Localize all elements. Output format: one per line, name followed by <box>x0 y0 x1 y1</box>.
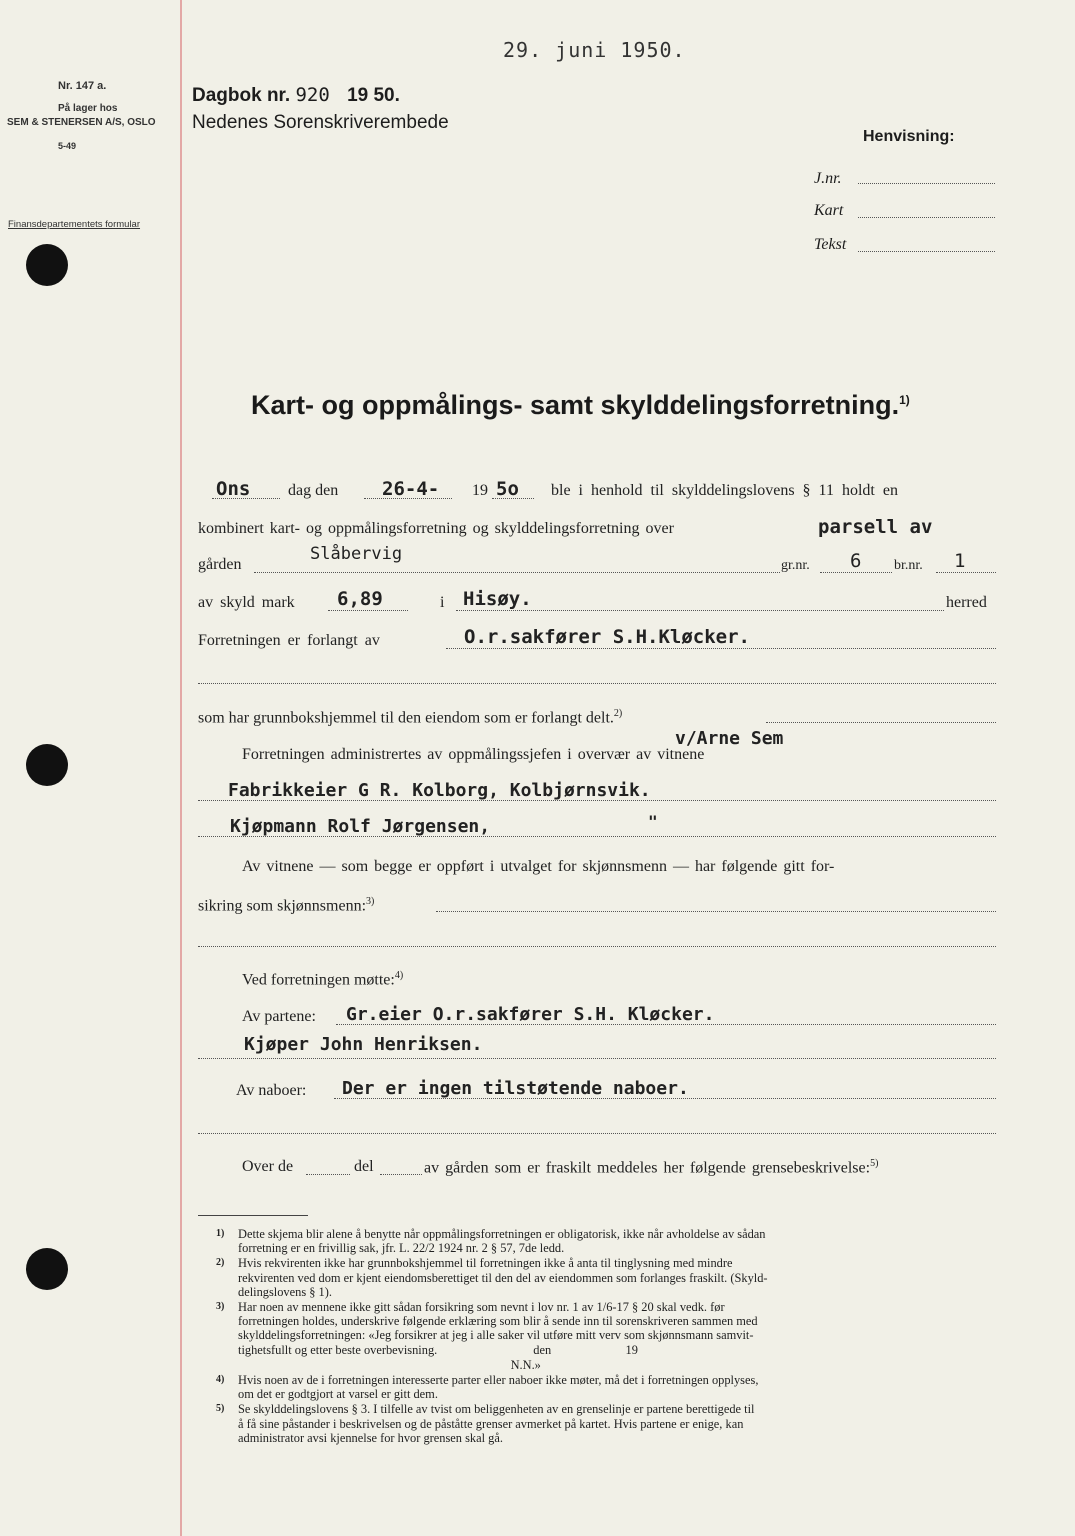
partene-label: Av partene: <box>242 1008 316 1025</box>
parsell-value: parsell av <box>818 516 933 538</box>
punch-hole-icon <box>26 244 68 286</box>
punch-hole-icon <box>26 1248 68 1290</box>
footnote-line: skylddelingsforretningen: «Jeg forsikrer at jeg i alle saker vil utføre mitt verv som skjønnsmann samvit- <box>238 1328 754 1343</box>
brnr-label: br.nr. <box>894 558 923 573</box>
form-formular: Finansdepartementets formular <box>8 219 141 230</box>
stamp-date: 29. juni 1950. <box>503 38 686 62</box>
footnote-line: forretning er en frivillig sak, jfr. L. 22/2 1924 nr. 2 § 57, 7de ledd. <box>238 1241 565 1256</box>
footnote-line: administrator avsi kjennelse for hvor grensen skal gå. <box>238 1430 503 1445</box>
day-field <box>212 498 280 499</box>
line2-text: kombinert kart- og oppmålingsforretning og skylddelingsforretning over <box>198 520 674 537</box>
footnote <box>216 1256 1038 1299</box>
footnote <box>238 1358 1038 1372</box>
herred-field <box>456 610 944 611</box>
kjoper-value: Kjøper John Henriksen. <box>244 1034 483 1055</box>
dagbok-label: Dagbok nr. <box>192 85 291 106</box>
i-label: i <box>440 594 445 611</box>
footnote-separator <box>198 1215 308 1216</box>
skyld-value: 6,89 <box>337 588 383 610</box>
over-de-label: Over de <box>242 1158 294 1175</box>
vitner-field <box>436 911 996 912</box>
punch-hole-icon <box>26 744 68 786</box>
vitner-line2 <box>198 896 374 915</box>
vitne1-field <box>198 800 996 801</box>
grunnbok-footnote-ref: 2) <box>613 708 623 719</box>
jnr-field <box>858 183 995 184</box>
footnote <box>216 1373 1038 1402</box>
motte-label: Ved forretningen møtte: <box>242 971 395 989</box>
admin-value: v/Arne Sem <box>675 728 784 749</box>
form-publisher: SEM & STENERSEN A/S, OSLO <box>7 117 156 128</box>
footnote-line: Dette skjema blir alene å benytte når oppmålingsforretningen er obligatorisk, ikke når avholdelse av sådan <box>238 1227 766 1241</box>
admin-label: Forretningen administrertes av oppmålingssjefen i overvær av vitnene <box>242 746 705 763</box>
title-text: Kart- og oppmålings- samt skylddelingsforretning. <box>251 390 900 420</box>
form-edition: 5-49 <box>58 141 77 151</box>
vitne2-ditto: " <box>648 812 658 831</box>
footnote-line: om det er godtgjort at varsel er gitt dem. <box>238 1387 438 1402</box>
dagbok-year: 19 50. <box>347 85 400 106</box>
over-de-field <box>306 1174 350 1175</box>
grunnbok-label: som har grunnbokshjemmel til den eiendom som er forlangt delt. <box>198 709 614 727</box>
jnr-label: J.nr. <box>814 170 842 187</box>
motte-footnote-ref: 4) <box>394 970 404 981</box>
blank-line <box>198 683 996 684</box>
herred-label: herred <box>946 594 987 611</box>
dagbok-line <box>192 84 400 107</box>
vitne1-value: Fabrikkeier G R. Kolborg, Kolbjørnsvik. <box>228 780 651 801</box>
kart-label: Kart <box>814 202 844 219</box>
partene-field <box>336 1024 996 1025</box>
year-value: 5o <box>496 478 519 500</box>
grunnbok-field <box>766 722 996 723</box>
grunnbok-text <box>198 708 622 727</box>
vitne2-value: Kjøpmann Rolf Jørgensen, <box>230 816 491 837</box>
footnote-line: tighetsfullt og etter beste overbevisning. den 19 <box>238 1342 638 1357</box>
footnote-number: 5) <box>216 1403 225 1415</box>
margin-line <box>180 0 182 1536</box>
dagbok-number: 920 <box>295 84 330 106</box>
line1-text: ble i henhold til skylddelingslovens § 11 holdt en <box>551 482 898 499</box>
footnote <box>216 1227 1038 1256</box>
blank-line <box>198 1133 996 1134</box>
footnote <box>216 1300 1038 1357</box>
naboer-value: Der er ingen tilstøtende naboer. <box>342 1078 689 1099</box>
skyld-label: av skyld mark <box>198 594 295 611</box>
footnote-number: 3) <box>216 1301 225 1312</box>
over-rest-label: av gården som er fraskilt meddeles her følgende grensebeskrivelse: <box>424 1159 871 1177</box>
garden-field <box>254 572 780 573</box>
naboer-label: Av naboer: <box>236 1082 307 1099</box>
vitner-line1: Av vitnene — som begge er oppført i utvalget for skjønnsmenn — har følgende gitt for- <box>242 858 835 875</box>
brnr-field <box>936 572 996 573</box>
tekst-label: Tekst <box>814 236 847 253</box>
footnote-line: Hvis noen av de i forretningen interesserte parter eller naboer ikke møter, må det i forretningen opplyses, <box>238 1373 759 1387</box>
form-lager: På lager hos <box>58 103 118 114</box>
forlangt-field <box>446 648 996 649</box>
partene-value: Gr.eier O.r.sakfører S.H. Kløcker. <box>346 1004 715 1025</box>
grnr-value: 6 <box>850 550 862 572</box>
tekst-field <box>858 251 995 252</box>
footnote-line: Har noen av mennene ikke gitt sådan forsikring som nevnt i lov nr. 1 av 1/6-17 § 20 skal vedk. før <box>238 1300 725 1314</box>
footnote-number: 2) <box>216 1257 225 1269</box>
herred-value: Hisøy. <box>463 588 532 610</box>
garden-label: gården <box>198 556 242 573</box>
grnr-field <box>820 572 892 573</box>
form-number: Nr. 147 a. <box>58 80 107 92</box>
footnote-line: Se skylddelingslovens § 3. I tilfelle av tvist om beliggenheten av en grenselinje er partene berettigede til <box>238 1402 755 1417</box>
kjoper-field <box>198 1058 996 1059</box>
footnote-number: 4) <box>216 1374 225 1385</box>
footnote <box>216 1402 1038 1445</box>
grnr-label: gr.nr. <box>781 558 810 573</box>
brnr-value: 1 <box>954 550 966 572</box>
footnote-line: N.N.» <box>238 1357 541 1372</box>
blank-line <box>198 946 996 947</box>
office-name: Nedenes Sorenskriverembede <box>192 112 449 133</box>
vitne2-field <box>198 836 996 837</box>
henvisning-label: Henvisning: <box>863 128 955 145</box>
title-footnote-ref: 1) <box>899 393 910 407</box>
kart-field <box>858 217 995 218</box>
over-footnote-ref: 5) <box>870 1158 879 1169</box>
footnote-line: delingslovens § 1). <box>238 1284 332 1299</box>
over-rest <box>424 1158 878 1177</box>
skyld-field <box>328 610 408 611</box>
dag-den-label: dag den <box>288 482 339 499</box>
footnote-line: å få sine påstander i beskrivelsen og de påståtte grenser avmerket på kartet. Hvis partene er enige, kan <box>238 1416 744 1431</box>
year-field <box>492 498 534 499</box>
footnote-line: Hvis rekvirenten ikke har grunnbokshjemmel til forretningen ikke å anta til tinglysning med mindre <box>238 1256 733 1271</box>
footnote-number: 1) <box>216 1228 225 1239</box>
date-field <box>364 498 452 499</box>
footnote-line: forretningen holdes, underskrive følgende erklæring som blir å sende inn til sorenskriveren sammen med <box>238 1314 758 1329</box>
garden-value: Slåbervig <box>310 544 403 564</box>
del-field <box>380 1174 422 1175</box>
forlangt-value: O.r.sakfører S.H.Kløcker. <box>464 626 750 648</box>
date-value: 26-4- <box>382 478 440 500</box>
footnote-line: rekvirenten ved dom er kjent eiendomsberettiget til den del av eiendommen som forlanges fraskilt. (Skyld- <box>238 1270 768 1285</box>
motte-line <box>242 970 403 989</box>
day-value: Ons <box>216 478 251 500</box>
century-label: 19 <box>472 482 488 499</box>
vitner-footnote-ref: 3) <box>366 896 375 907</box>
vitner-label: sikring som skjønnsmenn: <box>198 897 367 915</box>
page-title <box>251 390 910 421</box>
del-label: del <box>354 1158 374 1175</box>
naboer-field <box>334 1098 996 1099</box>
forlangt-label: Forretningen er forlangt av <box>198 632 380 649</box>
